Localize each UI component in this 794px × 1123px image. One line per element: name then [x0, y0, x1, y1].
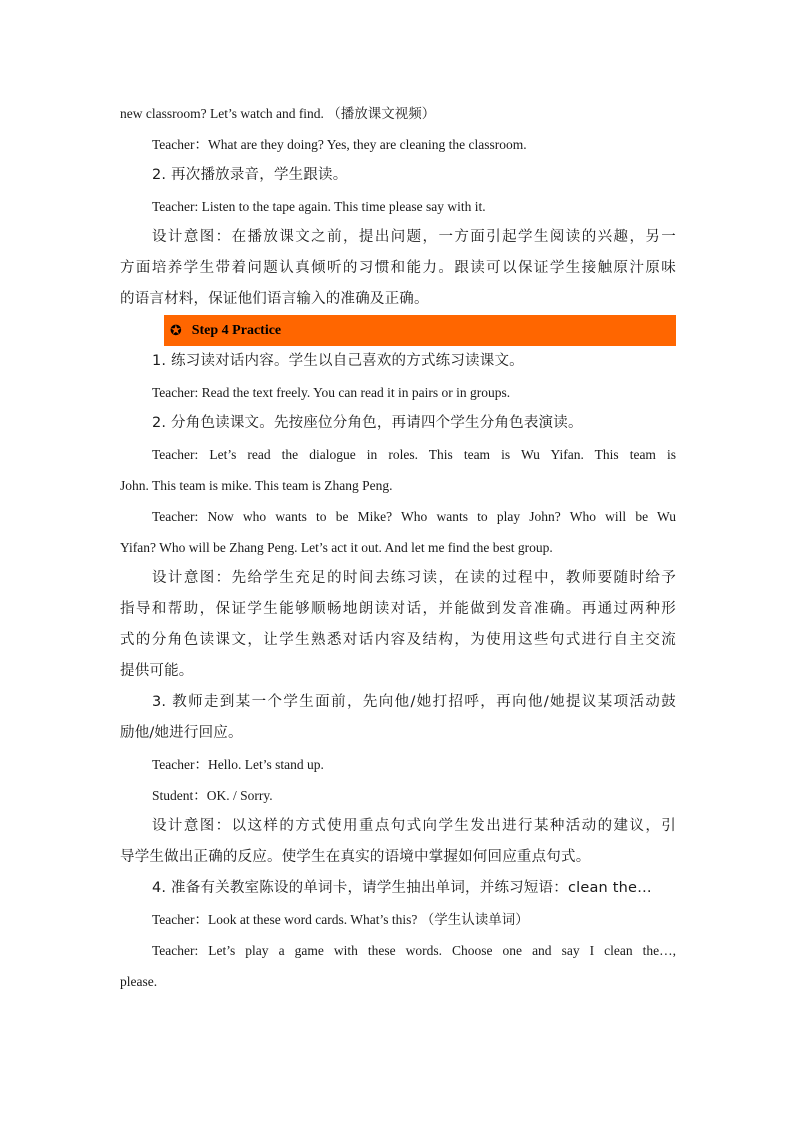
text-line: 3. 教师走到某一个学生面前，先向他/她打招呼，再向他/她提议某项活动鼓	[152, 694, 676, 710]
text-line: Teacher：What are they doing? Yes, they are cleaning the classroom.	[152, 137, 527, 152]
text-line: Teacher: Listen to the tape again. This time please say with it.	[152, 199, 486, 214]
text-line: Student：OK. / Sorry.	[152, 788, 273, 803]
text-line: 方面培养学生带着问题认真倾听的习惯和能力。跟读可以保证学生接触原汁原味	[120, 260, 676, 276]
text-line: John. This team is mike. This team is Zhang Peng.	[120, 478, 393, 493]
text-line: Teacher：Hello. Let’s stand up.	[152, 757, 324, 772]
text-line: Teacher: Let’s read the dialogue in roles. This team is Wu Yifan. This team is	[152, 447, 676, 462]
star-circle-icon: ✪	[170, 322, 182, 339]
section-heading-text: Step 4 Practice	[191, 322, 282, 338]
text-line: 设计意图：在播放课文之前，提出问题，一方面引起学生阅读的兴趣，另一	[152, 229, 676, 245]
section-heading	[164, 315, 676, 346]
text-line: 2. 再次播放录音，学生跟读。	[152, 167, 348, 183]
text-line: Teacher: Now who wants to be Mike? Who wants to play John? Who will be Wu	[152, 509, 676, 524]
text-line: 4. 准备有关教室陈设的单词卡，请学生抽出单词，并练习短语：clean the…	[152, 880, 652, 896]
text-line: 的语言材料，保证他们语言输入的准确及正确。	[120, 291, 429, 307]
text-line: 指导和帮助，保证学生能够顺畅地朗读对话，并能做到发音准确。再通过两种形	[120, 601, 676, 617]
text-line: 设计意图：以这样的方式使用重点句式向学生发出进行某种活动的建议，引	[152, 818, 676, 834]
text-line: 励他/她进行回应。	[120, 725, 243, 741]
text-line: please.	[120, 974, 158, 989]
text-line: Teacher: Let’s play a game with these words. Choose one and say I clean the…,	[152, 943, 676, 958]
text-line: Teacher：Look at these word cards. What’s this? （学生认读单词）	[152, 912, 529, 927]
text-line: 设计意图：先给学生充足的时间去练习读，在读的过程中，教师要随时给予	[152, 570, 676, 586]
text-line: Yifan? Who will be Zhang Peng. Let’s act it out. And let me find the best group.	[120, 540, 553, 555]
text-line: Teacher: Read the text freely. You can read it in pairs or in groups.	[152, 385, 511, 400]
text-line: new classroom? Let’s watch and find. （播放课文视频）	[120, 106, 436, 121]
text-line: 式的分角色读课文，让学生熟悉对话内容及结构，为使用这些句式进行自主交流	[120, 632, 676, 648]
text-line: 导学生做出正确的反应。使学生在真实的语境中掌握如何回应重点句式。	[120, 849, 591, 865]
text-line: 2. 分角色读课文。先按座位分角色，再请四个学生分角色表演读。	[152, 415, 583, 431]
text-line: 提供可能。	[120, 663, 194, 679]
text-line: 1. 练习读对话内容。学生以自己喜欢的方式练习读课文。	[152, 353, 524, 369]
document-page	[120, 98, 676, 997]
